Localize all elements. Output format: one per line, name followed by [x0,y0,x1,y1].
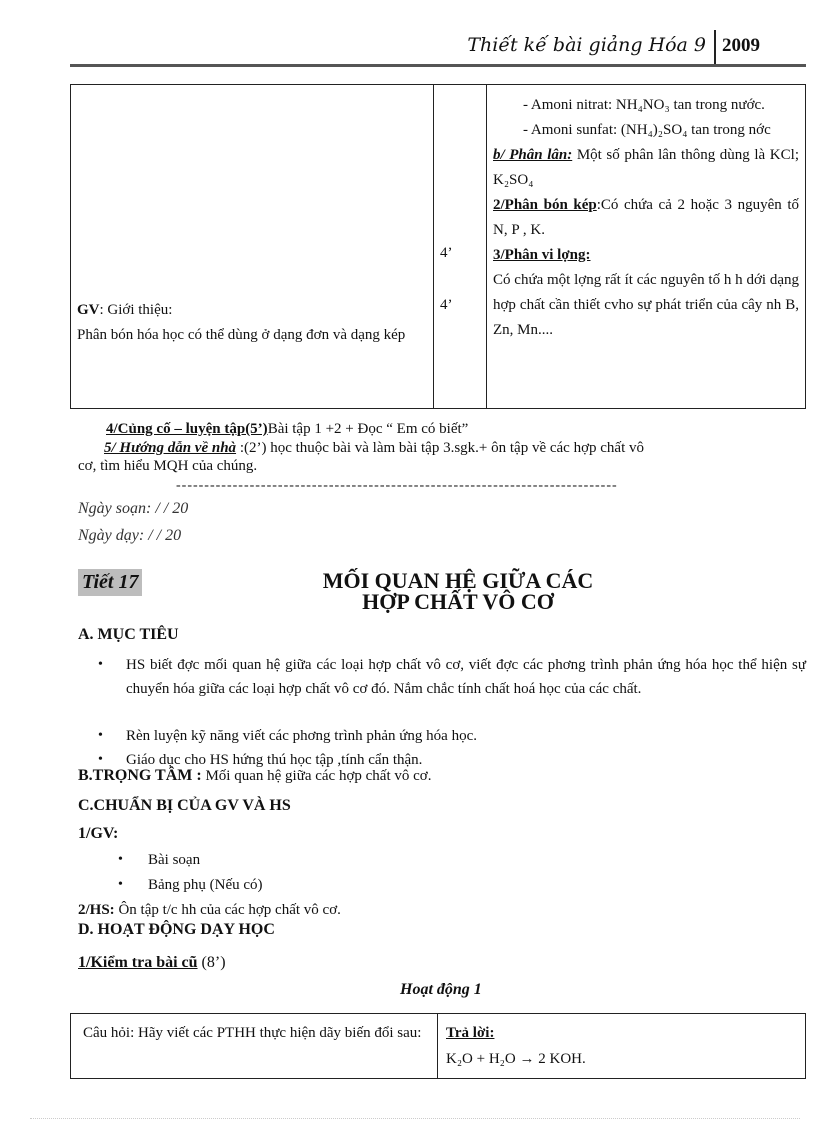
activity-table [70,1013,806,1079]
page-bottom-rule [30,1118,800,1119]
compound-text: :Có chứa cả 2 hoặc 3 nguyên tố N, P , K. [493,197,800,238]
lesson-title-line-1: MỐI QUAN HỆ GIỮA CÁC [322,568,594,593]
gv-prep-heading: 1/GV: [78,825,119,842]
separator-line: ------------------------------------------------------------------------------ [176,478,618,493]
consolidate-line [106,420,468,438]
homework-line [104,439,644,457]
objective-3-text: Giáo dục cho HS hứng thú học tập ,tính cẩn thận. [126,752,423,768]
objective-3: • Giáo dục cho HS hứng thú học tập ,tính cẩn thận. [106,748,806,772]
time-1: 4’ [440,245,453,261]
time-column [434,85,487,409]
lesson-title-line-2: HỢP CHẤT VÔ CƠ [362,589,554,614]
answer-cell [438,1014,806,1079]
teacher-column [71,85,434,409]
content-ammonium-sulfate: - Amoni sunfat: (NH₄)₂SO₄ tan trong nớc [523,122,771,138]
answer-text: K₂O + H₂O → 2 KOH. [446,1051,586,1067]
section-d-heading: D. HOẠT ĐỘNG DẠY HỌC [78,921,275,938]
homework-text: :(2’) học thuộc bài và làm bài tập 3.sgk.+ ôn tập về các hợp chất vô [236,440,644,456]
gv-intro: : Giới thiệu: [99,302,173,318]
check-old-lesson [78,954,226,972]
header-title: Thiết kế bài giảng Hóa 9 [467,34,706,56]
hs-prep-text: Ôn tập t/c hh của các hợp chất vô cơ. [114,902,341,918]
content-ammonium-nitrate: - Amoni nitrat: NH₄NO₃ tan trong nước. [523,97,765,113]
gv-label: GV [77,302,100,318]
hs-prep-heading: 2/HS: [78,902,115,918]
section-b [78,767,431,785]
phosphate-heading: b/ Phân lân: [493,147,573,163]
micro-heading: 3/Phân vi lợng: [493,247,591,263]
consolidate-heading: 4/Củng cố – luyện tập(5’) [106,421,268,437]
header-rule [70,64,806,67]
gv-item-1-text: Bài soạn [148,852,201,868]
teach-date: Ngày dạy: / / 20 [78,527,182,544]
content-column [487,85,806,409]
phosphate-text: Một số phân lân thông dùng là KCl; K₂SO₄ [493,147,799,188]
compound-heading: 2/Phân bón kép [493,197,597,213]
section-b-text: Mối quan hệ giữa các hợp chất vô cơ. [201,768,432,784]
gv-body: Phân bón hóa học có thể dùng ở dạng đơn và dạng kép [77,327,406,343]
answer-heading: Trả lời: [446,1025,495,1041]
lesson-table [70,84,806,409]
consolidate-text: Bài tập 1 +2 + Đọc “ Em có biết” [267,421,469,437]
homework-heading: 5/ Hướng dẫn về nhà [104,440,237,456]
section-c-heading: C.CHUẨN BỊ CỦA GV VÀ HS [78,797,291,814]
time-2: 4’ [440,297,453,313]
hs-prep [78,902,341,919]
lesson-title [230,570,686,612]
objective-1: • HS biết đợc mối quan hệ giữa các loại hợp chất vô cơ, viết đợc các phơng trình phản ứng hóa học thể hiện sự chuyển hóa giữa các loại hợp chất vô cơ đó. Nắm chắc tính chất hoá học của các chất. [106,653,806,701]
header-year: 2009 [722,35,760,56]
check-time: (8’) [197,954,226,971]
lesson-label: Tiết 17 [78,569,142,596]
objective-1-text: HS biết đợc mối quan hệ giữa các loại hợp chất vô cơ, viết đợc các phơng trình phản ứng hóa học thể hiện sự chuyển hóa giữa các loại hợp chất vô cơ đó. Nắm chắc tính chất hoá học của các chất. [126,657,806,697]
content-compound-fertilizer [493,193,799,243]
gv-item-2: • Bảng phụ (Nếu có) [126,873,816,897]
gv-item-2-text: Bảng phụ (Nếu có) [148,877,263,893]
section-b-heading: B.TRỌNG TÂM : [78,767,202,784]
check-heading: 1/Kiểm tra bài cũ [78,954,198,971]
section-a-heading: A. MỤC TIÊU [78,626,179,643]
activity-title: Hoạt động 1 [400,981,482,998]
objective-2: • Rèn luyện kỹ năng viết các phơng trình phản ứng hóa học. [106,724,806,748]
gv-item-1: • Bài soạn [126,848,816,872]
homework-line-2: cơ, tìm hiểu MQH của chúng. [78,458,258,474]
content-phosphate [493,143,799,193]
objective-2-text: Rèn luyện kỹ năng viết các phơng trình phản ứng hóa học. [126,728,477,744]
prep-date: Ngày soạn: / / 20 [78,500,189,517]
micro-text: Có chứa một lợng rất ít các nguyên tố h h dới dạng hợp chất cần thiết cvho sự phát triển của cây nh B, Zn, Mn.... [493,272,799,338]
header-separator [714,30,716,64]
question-cell: Câu hỏi: Hãy viết các PTHH thực hiện dãy biến đổi sau: [71,1014,438,1079]
